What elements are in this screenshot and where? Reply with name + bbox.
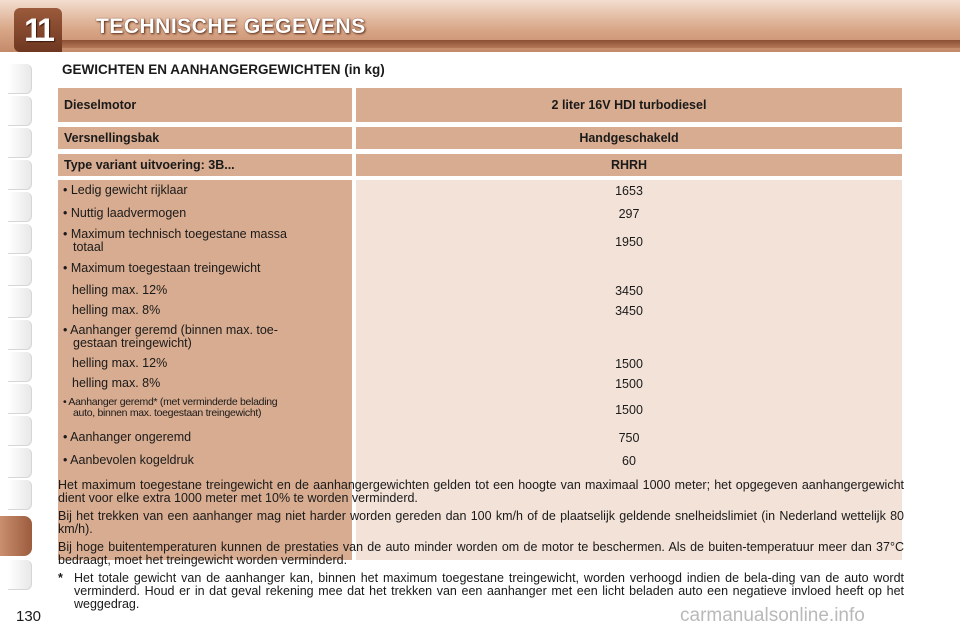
chapter-tabs — [0, 58, 34, 578]
row-label — [63, 324, 351, 350]
row-label: helling max. 8% — [72, 376, 161, 390]
variant-label: Type variant uitvoering: 3B... — [58, 154, 352, 176]
row-label: helling max. 12% — [72, 356, 168, 370]
row-label: • Ledig gewicht rijklaar — [63, 183, 188, 197]
page-title: TECHNISCHE GEGEVENS — [96, 15, 366, 38]
table-header-row — [58, 88, 902, 122]
section-title: GEWICHTEN EN AANHANGERGEWICHTEN (in kg) — [62, 62, 385, 77]
engine-label: Dieselmotor — [58, 88, 352, 122]
row-value: 3450 — [615, 304, 643, 318]
table-header-row — [58, 127, 902, 149]
row-value: 3450 — [615, 284, 643, 298]
row-label: • Aanhanger ongeremd — [63, 430, 192, 444]
row-value: 60 — [622, 454, 636, 468]
footnote-mark: * — [58, 571, 63, 585]
row-label: • Maximum toegestaan treingewicht — [63, 261, 261, 275]
row-label-line: gestaan treingewicht) — [73, 336, 192, 350]
gearbox-value: Handgeschakeld — [356, 127, 902, 149]
chapter-tab[interactable] — [8, 288, 32, 318]
watermark: carmanualsonline.info — [680, 605, 865, 626]
footnote-text: Het totale gewicht van de aanhanger kan, binnen het maximum toegestane treingewicht, worden verhoogd indien de bela-ding van de auto wordt verminderd. Houd er in dat geval rekening mee dat het trekken van een aanhanger met een licht beladen auto een negatieve invloed heeft op het weggedrag. — [74, 571, 904, 611]
row-value: 297 — [618, 207, 640, 221]
row-label-line: • Maximum technisch toegestane massa — [63, 227, 287, 241]
chapter-tab[interactable] — [8, 128, 32, 158]
page-header — [0, 0, 960, 52]
chapter-tab[interactable] — [8, 416, 32, 446]
row-label-line: • Aanhanger geremd (binnen max. toe- — [63, 323, 278, 337]
header-band — [56, 40, 960, 48]
chapter-tab[interactable] — [8, 256, 32, 286]
row-value: 1500 — [615, 403, 643, 417]
chapter-tab[interactable] — [8, 480, 32, 510]
engine-value: 2 liter 16V HDI turbodiesel — [356, 88, 902, 122]
gearbox-label: Versnellingsbak — [58, 127, 352, 149]
chapter-tab-active[interactable] — [0, 516, 32, 556]
row-label-line: auto, binnen max. toegestaan treingewicht) — [73, 407, 262, 419]
row-label: helling max. 8% — [72, 303, 161, 317]
row-label-line: totaal — [73, 240, 104, 254]
chapter-tab[interactable] — [8, 320, 32, 350]
note-paragraph: Bij hoge buitentemperaturen kunnen de prestaties van de auto minder worden om de motor te beschermen. Als de buiten-temperatuur meer dan 37°C bedraagt, moet het treingewicht worden verminderd. — [58, 540, 904, 567]
row-value: 1950 — [615, 235, 643, 249]
note-paragraph: Het maximum toegestane treingewicht en de aanhangergewichten gelden tot een hoogte van maximaal 1000 meter; het opgegeven aanhangergewicht dient voor elke extra 1000 meter met 10% te worden verminderd. — [58, 478, 904, 505]
row-label — [63, 397, 351, 419]
variant-value: RHRH — [356, 154, 902, 176]
row-value: 1500 — [615, 377, 643, 391]
chapter-tab[interactable] — [8, 224, 32, 254]
chapter-tab[interactable] — [8, 560, 32, 590]
chapter-badge: 11 — [14, 8, 62, 52]
row-label: helling max. 12% — [72, 283, 168, 297]
chapter-tab[interactable] — [8, 192, 32, 222]
notes — [58, 479, 904, 611]
row-value: 1653 — [615, 184, 643, 198]
page-number: 130 — [16, 608, 42, 625]
row-label — [63, 228, 351, 254]
chapter-tab[interactable] — [8, 160, 32, 190]
row-value: 1500 — [615, 357, 643, 371]
chapter-tab[interactable] — [8, 96, 32, 126]
row-label-line: • Aanhanger geremd* (met verminderde belading — [63, 396, 278, 408]
row-value: 750 — [618, 431, 640, 445]
row-label: • Nuttig laadvermogen — [63, 206, 187, 220]
chapter-tab[interactable] — [8, 384, 32, 414]
note-paragraph: Bij het trekken van een aanhanger mag niet harder worden gereden dan 100 km/h of de plaatselijk geldende snelheidslimiet (in Nederland wettelijk 80 km/h). — [58, 509, 904, 536]
chapter-tab[interactable] — [8, 352, 32, 382]
table-header-row — [58, 154, 902, 176]
chapter-tab[interactable] — [8, 448, 32, 478]
row-label: • Aanbevolen kogeldruk — [63, 453, 194, 467]
chapter-tab[interactable] — [8, 64, 32, 94]
